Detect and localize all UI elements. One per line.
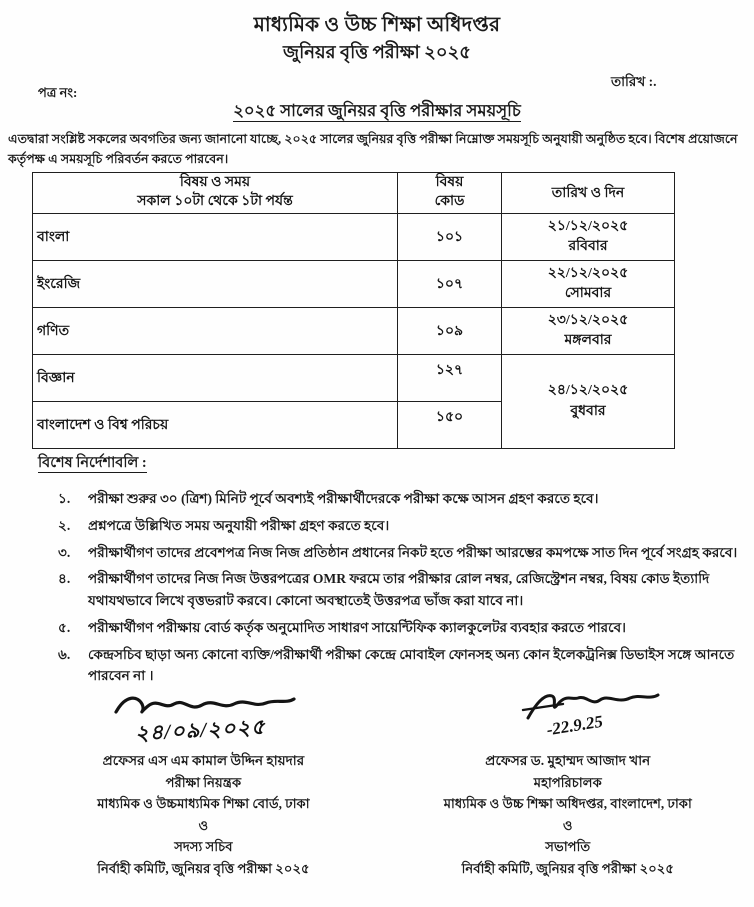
signer-designation-2: সভাপতি: [545, 839, 591, 855]
item-text: প্রশ্নপত্রে উল্লিখিত সময় অনুযায়ী পরীক্ষা গ্রহণ করতে হবে।: [88, 517, 390, 533]
handwritten-date-left: ২৪/০৯/২০২৫: [134, 714, 267, 746]
code-cell: ১০৭: [398, 261, 502, 308]
item-text: পরীক্ষা শুরুর ৩০ (ত্রিশ) মিনিট পূর্বে অবশ্যই পরীক্ষার্থীদেরকে পরীক্ষা কক্ষে আসন গ্রহণ করতে হবে।: [88, 491, 599, 506]
exam-day: সোমবার: [564, 286, 612, 301]
table-header-row: [33, 173, 675, 214]
document-title-text: ২০২৫ সালের জুনিয়র বৃত্তি পরীক্ষার সময়সূচি: [233, 101, 521, 120]
letter-no-label: পত্র নং:: [38, 85, 78, 100]
handwritten-date-right: -22.9.25: [545, 711, 604, 740]
signature-section: [0, 690, 754, 879]
code-cell: ১৫০: [398, 402, 502, 449]
item-text: কেন্দ্রসচিব ছাড়া অন্য কোনো ব্যক্তি/পরীক্ষার্থী পরীক্ষা কেন্দ্রে মোবাইল ফোনসহ অন্য কোন ইলেকট্রনিক্স ডিভাইস সঙ্গে আনতে পারবেন না ।: [88, 646, 735, 684]
date-cell-merged: [502, 355, 675, 449]
signer-name: প্রফেসর এস এম কামাল উদ্দিন হায়দার: [102, 753, 305, 768]
table-row: [33, 261, 675, 308]
list-item: [58, 617, 742, 639]
exam-date: ২২/১২/২০২৫: [547, 265, 629, 281]
list-item: [58, 488, 742, 510]
list-item: [58, 515, 742, 537]
org-name: মাধ্যমিক ও উচ্চ শিক্ষা অধিদপ্তর: [253, 14, 501, 36]
table-row: [33, 214, 675, 261]
exam-schedule-table: [32, 172, 675, 449]
header-subject-line1: বিষয় ও সময়: [179, 175, 251, 191]
item-number: ৬.: [58, 646, 71, 662]
item-text: পরীক্ষার্থীগণ তাদের প্রবেশপত্র নিজ নিজ প্রতিষ্ঠান প্রধানের নিকট হতে পরীক্ষা আরম্ভের কমপক্ষে সাত দিন পূর্বে সংগ্রহ করবে।: [88, 544, 738, 560]
date-cell: [502, 214, 675, 261]
date-label: তারিখ :.: [611, 74, 657, 89]
item-number: ৩.: [58, 544, 71, 560]
exam-day: বুধবার: [570, 403, 606, 419]
exam-date: ২১/১২/২০২৫: [547, 218, 629, 234]
signer-designation: মহাপরিচালক: [533, 775, 602, 791]
handwritten-signature-left: [30, 690, 377, 750]
signature-block-right: [387, 690, 749, 879]
header-subject-time: [33, 173, 398, 214]
exam-name: জুনিয়র বৃত্তি পরীক্ষা ২০২৫: [283, 42, 471, 62]
subject-cell: বিজ্ঞান: [33, 355, 398, 402]
item-text: পরীক্ষার্থীগণ পরীক্ষায় বোর্ড কর্তৃক অনুমোদিত সাধারণ সায়েন্টিফিক ক্যালকুলেটর ব্যবহার করতে পারবে।: [88, 619, 627, 635]
instructions-heading: [38, 452, 147, 476]
conjunction: ও: [198, 817, 209, 833]
code-cell: ১২৭: [398, 355, 502, 402]
list-item: [58, 644, 742, 688]
intro-paragraph: এতদ্বারা সংশ্লিষ্ট সকলের অবগতির জন্য জানানো যাচ্ছে, ২০২৫ সালের জুনিয়র বৃত্তি পরীক্ষা নিম্নোক্ত সময়সূচি অনুযায়ী অনুষ্ঠিত হবে। বিশেষ প্রয়োজনে কর্তৃপক্ষ এ সময়সূচি পরিবর্তন করতে পারবেন।: [8, 132, 738, 166]
subject-cell: গণিত: [33, 308, 398, 355]
exam-day: রবিবার: [568, 239, 608, 254]
conjunction: ও: [562, 817, 573, 833]
signature-block-left: [30, 690, 377, 879]
date-cell: [502, 261, 675, 308]
signer-organization-2: নির্বাহী কমিটি, জুনিয়র বৃত্তি পরীক্ষা ২০২৫: [97, 860, 310, 876]
signer-organization: মাধ্যমিক ও উচ্চমাধ্যমিক শিক্ষা বোর্ড, ঢাকা: [97, 796, 310, 812]
instructions-heading-text: বিশেষ নির্দেশাবলি :: [38, 455, 147, 471]
exam-day: মঙ্গলবার: [564, 333, 612, 348]
item-number: ২.: [58, 517, 71, 533]
signer-designation-2: সদস্য সচিব: [174, 839, 233, 855]
header-date-day: তারিখ ও দিন: [502, 173, 675, 214]
signer-organization-2: নির্বাহী কমিটি, জুনিয়র বৃত্তি পরীক্ষা ২০২৫: [461, 860, 674, 876]
table-row: [33, 355, 675, 402]
list-item: [58, 568, 742, 612]
document-title: [0, 98, 754, 125]
header-subject-code: [398, 173, 502, 214]
code-cell: ১০৯: [398, 308, 502, 355]
signer-designation: পরীক্ষা নিয়ন্ত্রক: [165, 775, 242, 791]
item-number: ৪.: [58, 571, 71, 587]
exam-date: ২৪/১২/২০২৫: [547, 383, 629, 399]
code-cell: ১০১: [398, 214, 502, 261]
date-cell: [502, 308, 675, 355]
table-row: [33, 308, 675, 355]
signer-name: প্রফেসর ড. মুহাম্মদ আজাদ খান: [485, 753, 651, 768]
header-code-line2: কোড: [434, 194, 465, 209]
exam-date: ২৩/১২/২০২৫: [547, 312, 629, 328]
list-item: [58, 542, 742, 564]
instructions-list: [58, 488, 742, 692]
subject-cell: বাংলাদেশ ও বিশ্ব পরিচয়: [33, 402, 398, 449]
subject-cell: ইংরেজি: [33, 261, 398, 308]
item-text: পরীক্ষার্থীগণ তাদের নিজ নিজ উত্তরপত্রের OMR ফরমে তার পরীক্ষার রোল নম্বর, রেজিস্ট্রেশন নম্বর, বিষয় কোড ইত্যাদি যথাযথভাবে লিখে বৃত্তভরাট করবে। কোনো অবস্থাতেই উত্তরপত্র ভাঁজ করা যাবে না।: [88, 571, 710, 608]
item-number: ৫.: [58, 619, 71, 635]
signer-organization: মাধ্যমিক ও উচ্চ শিক্ষা অধিদপ্তর, বাংলাদেশ, ঢাকা: [443, 796, 692, 812]
header-subject-line2: সকাল ১০টা থেকে ১টা পর্যন্ত: [137, 194, 293, 209]
handwritten-signature-right: [387, 690, 749, 750]
subject-cell: বাংলা: [33, 214, 398, 261]
item-number: ১.: [58, 491, 71, 506]
header-code-line1: বিষয়: [435, 175, 464, 191]
